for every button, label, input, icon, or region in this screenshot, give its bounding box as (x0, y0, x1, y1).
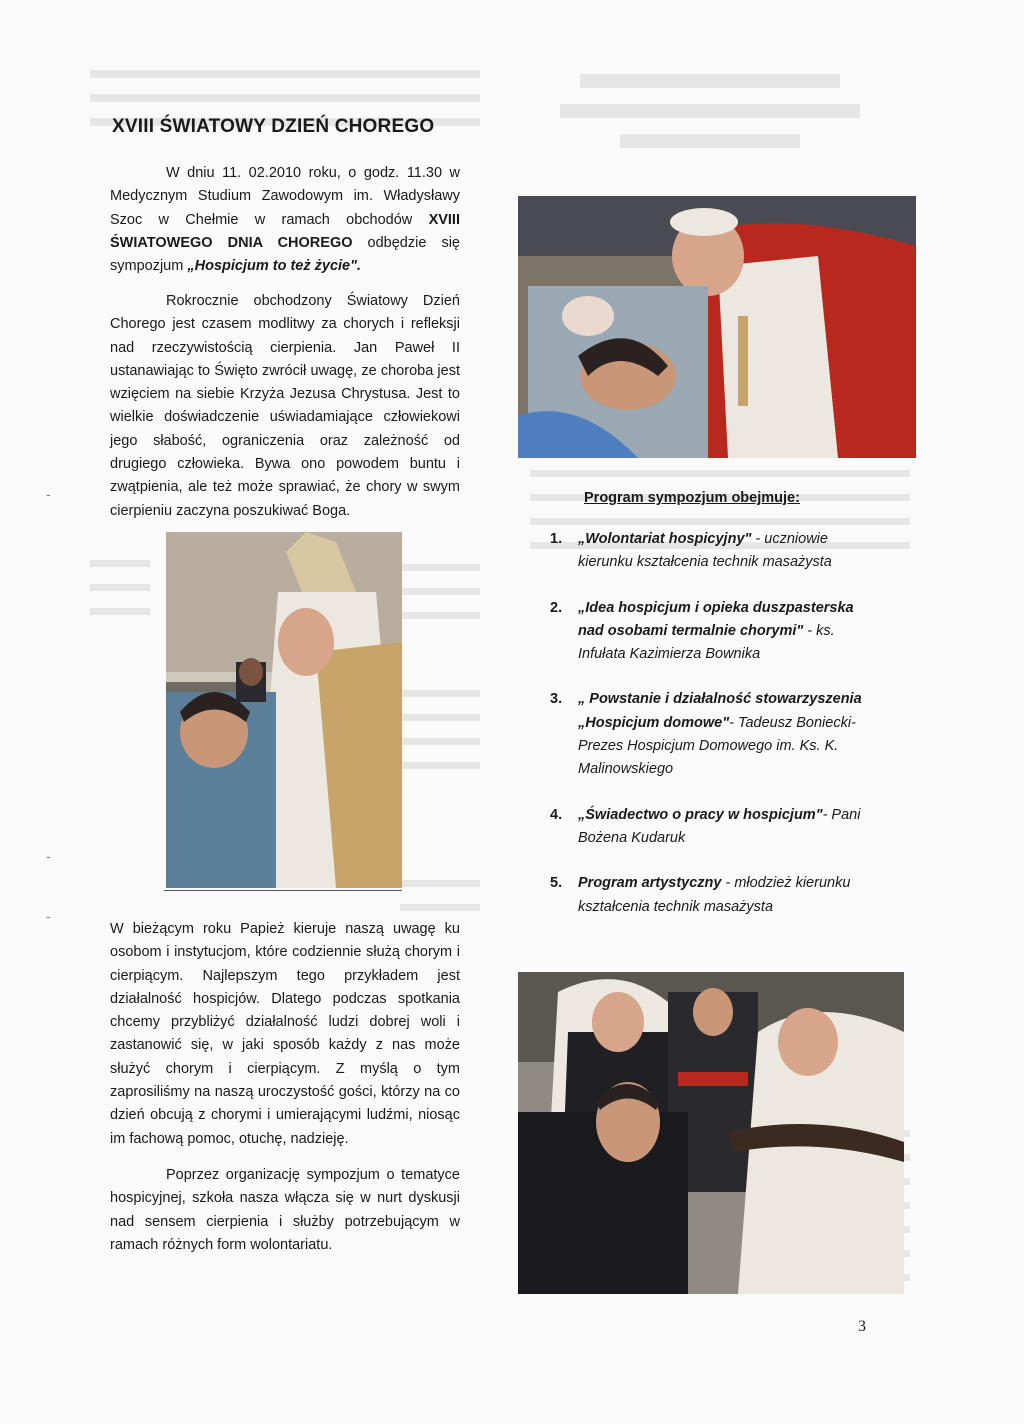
program-item-desc: - ks. Infułata Kazimierza Bownika (578, 622, 835, 663)
program-item-3 (544, 688, 874, 781)
program-item-desc: - Pani Bożena Kudaruk (578, 806, 861, 846)
program-item-title: „Idea hospicjum i opieka duszpasterska nad osobami termalnie chorymi" (578, 599, 854, 639)
program-item-5 (544, 872, 874, 919)
program-item-number: 3. (550, 691, 563, 708)
program-item-title: „Świadectwo o pracy w hospicjum" (578, 806, 823, 823)
article-title: XVIII ŚWIATOWY DZIEŃ CHOREGO (112, 116, 435, 137)
program-item-number: 2. (550, 599, 563, 616)
intro-text-2: odbędzie się sympozjum (110, 234, 460, 275)
program-item-desc: - młodzież kierunku kształcenia technik masażysta (578, 875, 851, 915)
event-name: XVIII ŚWIATOWEGO DNIA CHOREGO (110, 211, 460, 251)
page-number: 3 (858, 1318, 866, 1335)
intro-text: W dniu 11. 02.2010 roku, o godz. 11.30 w Medycznym Studium Zawodowym im. Władysławy Szoc w Chełmie w ramach obchodów (110, 165, 460, 228)
paragraph-2-text: Rokrocznie obchodzony Światowy Dzień Chorego jest czasem modlitwy za chorych i refleksji nad rzeczywistością cierpienia. Jan Paweł II ustanawiając to Święto zwrócił uwagę, ze choroba jest wzięciem na siebie Krzyża Jezusa Chrystusa. Jest to wielkie doświadczenie uświadamiające człowiekowi jego słabość, ograniczenia oraz zależność od drugiego człowieka. Bywa ono powodem buntu i zwątpienia, ale też może sprawiać, że chory w swym cierpieniu zaczyna poszukiwać Boga. (110, 293, 460, 519)
paragraph-3-text: W bieżącym roku Papież kieruje naszą uwagę ku osobom i instytucjom, które codziennie służą chorym i cierpiącym. Najlepszym tego przykładem jest działalność hospicjów. Dlatego podczas spotkania chcemy przybliżyć działalność ludzi dobrej woli i zastanowić się, w jaki sposób każdy z nas może służyć chorym i cierpiącym. Z myślą o tym zaprosiliśmy na naszą uroczystość gości, którzy na co dzień obcują z chorymi i umierającymi ludźmi, niosąc im fachową pomoc, otuchę, nadzieję. (110, 921, 460, 1147)
paragraph-4-text: Poprzez organizację sympozjum o tematyce hospicyjnej, szkoła nasza włącza się w nurt dyskusji nad sensem cierpienia i służby potrzebującym w ramach różnych form wolontariatu. (110, 1167, 460, 1253)
program-item-title: „Wolontariat hospicyjny" (578, 531, 752, 547)
program-item-1 (544, 528, 874, 575)
program-item-4 (544, 804, 874, 851)
program-list (544, 528, 874, 919)
paragraph-3 (110, 918, 460, 1151)
program-item-number: 1. (550, 531, 563, 547)
program-item-desc: - Tadeusz Boniecki- Prezes Hospicjum Domowego im. Ks. K. Malinowskiego (578, 714, 856, 778)
margin-mark: - (46, 848, 51, 864)
photo-pope-with-child (166, 532, 402, 888)
program-item-number: 4. (550, 806, 563, 823)
intro-paragraph (110, 162, 460, 278)
program-item-title: Program artystyczny (578, 875, 722, 892)
margin-mark: - (46, 486, 51, 502)
program-heading: Program sympozjum obejmuje: (584, 490, 800, 506)
program-item-title: „ Powstanie i działalność stowarzyszenia „Hospicjum domowe" (578, 691, 862, 731)
symposium-title: „Hospicjum to też życie". (187, 258, 362, 275)
paragraph-2 (110, 290, 460, 523)
paragraph-4 (110, 1164, 460, 1257)
program-item-2 (544, 597, 874, 667)
margin-mark: - (46, 908, 51, 924)
photo-pope-with-patient-and-nun (518, 972, 904, 1294)
photo-rule (164, 890, 402, 891)
photo-pope-blessing-patient (518, 196, 916, 458)
program-item-desc: - uczniowie kierunku kształcenia technik masażysta (578, 531, 832, 571)
program-item-number: 5. (550, 875, 563, 892)
